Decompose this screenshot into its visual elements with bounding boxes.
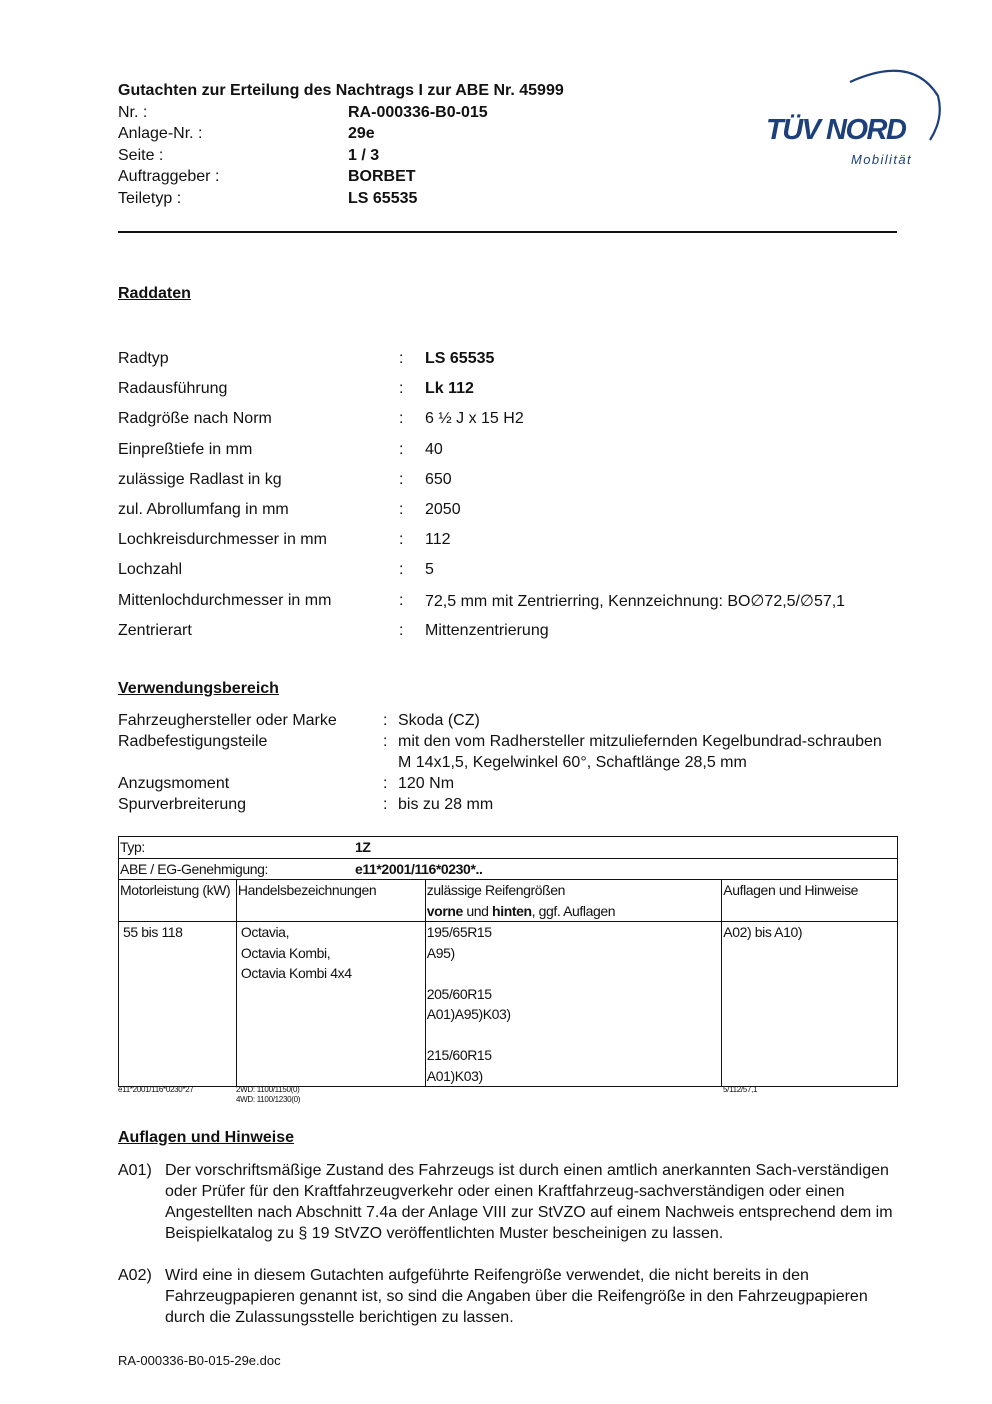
verwendung-label: Radbefestigungsteile (118, 733, 268, 750)
table-header-row (119, 880, 898, 922)
header-value: RA-000336-B0-015 (348, 103, 488, 121)
header-value: BORBET (348, 168, 416, 185)
raddaten-value: 6 ½ J x 15 H2 (425, 410, 524, 428)
verwendung-value: 120 Nm (398, 775, 455, 792)
motor-cell: 55 bis 118 (119, 922, 237, 1087)
raddaten-value: LS 65535 (425, 350, 495, 368)
colon: : (399, 410, 404, 428)
note-id: A01) (118, 1162, 152, 1179)
logo-brand-text: TÜV NORD (766, 114, 906, 146)
logo-subtitle-text: Mobilität (850, 152, 912, 167)
col-header-hinten: hinten (492, 902, 532, 919)
raddaten-row (118, 435, 845, 465)
raddaten-value: 112 (425, 531, 451, 549)
list-item (118, 1160, 898, 1244)
note-text: Der vorschriftsmäßige Zustand des Fahrzeugs ist durch einen amtlich anerkannten Sach-verständigen oder Prüfer für den Kraftfahrzeugverkehr oder einen Kraftfahrzeug-sachverständigen oder einen Angestellten nach Abschnitt 7.4a der Anlage VIII zur StVZO auf einem Nachweis entsprechend dem im Beispielkatalog zu § 19 StVZO veröffentlichten Muster bescheinigen zu lassen. (165, 1162, 893, 1242)
vehicle-type-table (118, 836, 898, 1087)
col-header-motor: Motorleistung (kW) (119, 880, 237, 922)
note-text: Wird eine in diesem Gutachten aufgeführte Reifengröße verwendet, die nicht bereits in den Fahrzeugpapieren genannt ist, so sind die Angaben über die Reifengröße in den Fahrzeugpapieren durch die Zulassungsstelle berichtigen zu lassen. (165, 1267, 868, 1326)
col-header-rest: , ggf. Auflagen (531, 902, 616, 919)
header-label: Anlage-Nr. : (118, 125, 203, 142)
tire-notes: A95) (426, 944, 455, 961)
verwendung-label: Anzugsmoment (118, 775, 230, 792)
raddaten-row (118, 344, 845, 374)
header-label: Seite : (118, 146, 164, 164)
raddaten-row (118, 525, 845, 555)
trade-name: Octavia Kombi, (240, 944, 331, 961)
header-value: 29e (348, 125, 375, 142)
raddaten-value: 5 (425, 561, 434, 579)
colon: : (399, 591, 404, 609)
footer-axle-4wd: 4WD: 1100/1230(0) (236, 1095, 301, 1104)
verwendung-value: mit den vom Radhersteller mitzuliefernden Kegelbundrad-schrauben M 14x1,5, Kegelwinkel 60°, Schaftlänge 28,5 mm (398, 733, 882, 771)
raddaten-label: zul. Abrollumfang in mm (118, 501, 289, 519)
footer-bolt-pattern: 5/112/57,1 (723, 1085, 758, 1094)
colon: : (399, 470, 404, 488)
colon: : (383, 796, 388, 813)
raddaten-label: Lochkreisdurchmesser in mm (118, 531, 327, 549)
colon: : (399, 350, 404, 368)
verwendung-label: Fahrzeughersteller oder Marke (118, 712, 337, 729)
tuv-nord-logo (762, 58, 942, 173)
raddaten-row (118, 555, 845, 585)
colon: : (399, 561, 404, 579)
raddaten-row (118, 495, 845, 525)
raddaten-value: Mittenzentrierung (425, 621, 549, 639)
raddaten-list (118, 344, 845, 646)
tire-size: 215/60R15 (426, 1047, 492, 1063)
tire-notes: A01)A95)K03) (426, 1006, 511, 1022)
col-header-reifen (425, 880, 721, 922)
header-label: Auftraggeber : (118, 168, 220, 185)
typ-label: Typ: (120, 839, 145, 855)
verwendung-row (118, 773, 898, 794)
raddaten-row (118, 586, 845, 616)
verwendung-row (118, 794, 898, 815)
header-row-nr (118, 102, 564, 124)
tuv-nord-logo-icon (762, 58, 942, 173)
trade-name: Octavia, (240, 924, 290, 940)
col-header-reifen-line1: zulässige Reifengrößen (426, 882, 566, 898)
typ-row (119, 837, 898, 859)
header-row-seite (118, 145, 564, 167)
header-row-teiletyp (118, 188, 564, 210)
verwendung-row (118, 710, 898, 731)
colon: : (399, 621, 404, 639)
header-value: 1 / 3 (348, 146, 380, 164)
raddaten-label: Einpreßtiefe in mm (118, 440, 253, 458)
note-id: A02) (118, 1267, 152, 1284)
colon: : (399, 440, 404, 458)
abe-row (119, 858, 898, 880)
document-header (118, 80, 564, 209)
col-header-auflagen: Auflagen und Hinweise (722, 880, 898, 922)
auflagen-list (118, 1160, 898, 1349)
colon: : (383, 712, 388, 729)
raddaten-label: Radtyp (118, 350, 169, 368)
table-row (119, 922, 898, 1087)
raddaten-label: Radausführung (118, 380, 228, 398)
header-label: Nr. : (118, 103, 148, 121)
col-header-und: und (462, 902, 493, 919)
raddaten-value: Lk 112 (425, 380, 474, 398)
colon: : (399, 380, 404, 398)
col-header-vorne: vorne (426, 902, 463, 919)
header-row-auftraggeber (118, 166, 564, 188)
header-value: LS 65535 (348, 189, 418, 207)
raddaten-heading: Raddaten (118, 285, 191, 302)
abe-label: ABE / EG-Genehmigung: (120, 860, 269, 877)
names-cell (236, 922, 425, 1087)
header-divider (118, 231, 897, 233)
verwendung-label: Spurverbreiterung (118, 796, 247, 813)
document-filename: RA-000336-B0-015-29e.doc (118, 1353, 281, 1368)
colon: : (383, 775, 388, 792)
raddaten-row (118, 616, 845, 646)
footer-approval: e11*2001/116*0230*27 (118, 1085, 194, 1094)
raddaten-label: zulässige Radlast in kg (118, 470, 282, 488)
verwendung-value: Skoda (CZ) (398, 712, 480, 729)
header-row-anlage (118, 123, 564, 145)
raddaten-row (118, 374, 845, 404)
tire-size: 195/65R15 (426, 924, 492, 940)
tires-cell (425, 922, 721, 1087)
auflagen-cell: A02) bis A10) (722, 922, 898, 1087)
list-item (118, 1265, 898, 1328)
raddaten-row (118, 465, 845, 495)
colon: : (383, 733, 388, 750)
raddaten-value: 40 (425, 440, 443, 458)
raddaten-value: 72,5 mm mit Zentrierring, Kennzeichnung: BO∅72,5/∅57,1 (425, 592, 846, 610)
trade-name: Octavia Kombi 4x4 (240, 965, 352, 981)
verwendung-list (118, 710, 898, 815)
abe-value: e11*2001/116*0230*.. (355, 860, 483, 877)
raddaten-label: Zentrierart (118, 621, 192, 639)
raddaten-label: Radgröße nach Norm (118, 410, 272, 428)
colon: : (399, 501, 404, 519)
footer-axle-2wd: 2WD: 1100/1150(0) (236, 1085, 300, 1094)
tire-notes: A01)K03) (426, 1067, 483, 1084)
raddaten-label: Mittenlochdurchmesser in mm (118, 591, 332, 609)
verwendung-value: bis zu 28 mm (398, 796, 494, 813)
verwendung-row (118, 731, 898, 773)
verwendung-heading: Verwendungsbereich (118, 680, 279, 697)
typ-value: 1Z (355, 839, 371, 855)
raddaten-value: 650 (425, 470, 452, 488)
colon: : (399, 531, 404, 549)
raddaten-value: 2050 (425, 501, 461, 519)
header-label: Teiletyp : (118, 189, 182, 207)
col-header-handel: Handelsbezeichnungen (236, 880, 425, 922)
auflagen-heading: Auflagen und Hinweise (118, 1129, 295, 1146)
document-title: Gutachten zur Erteilung des Nachtrags I zur ABE Nr. 45999 (118, 82, 564, 99)
tire-size: 205/60R15 (426, 985, 492, 1002)
raddaten-row (118, 404, 845, 434)
footer-axle-loads (236, 1085, 300, 1105)
raddaten-label: Lochzahl (118, 561, 183, 579)
